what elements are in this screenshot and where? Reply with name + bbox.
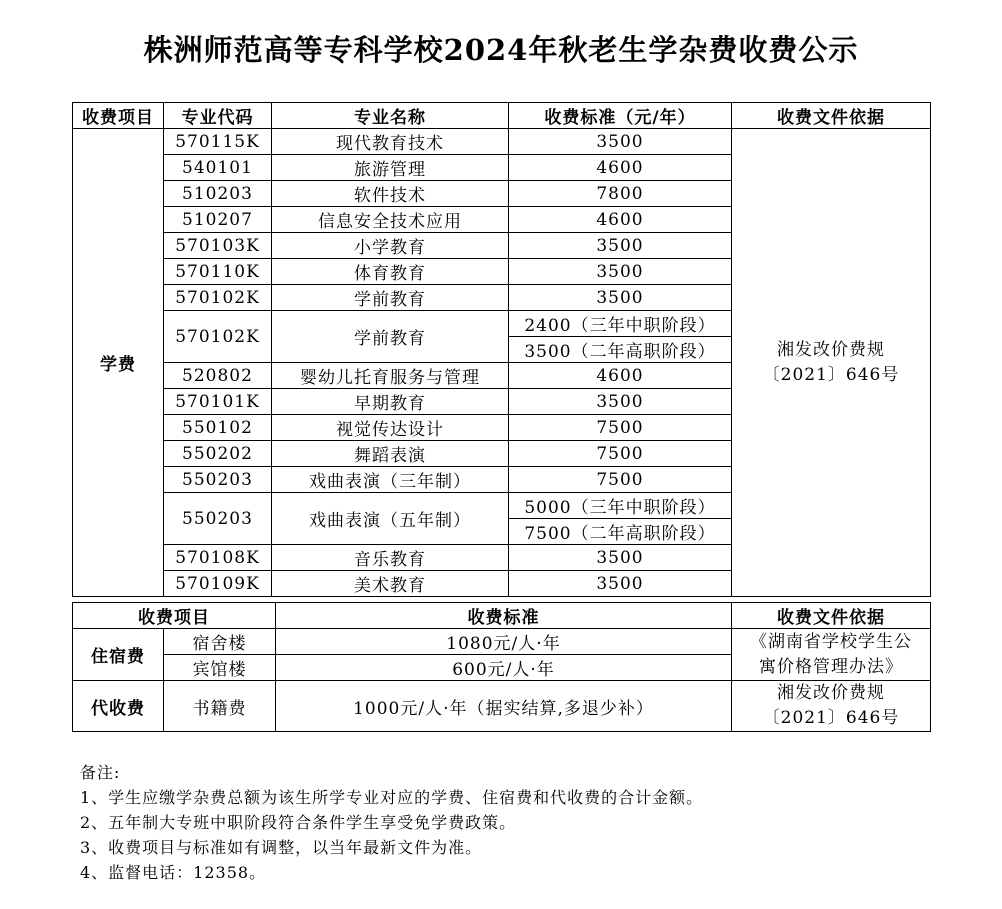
major-name: 旅游管理 <box>272 155 509 181</box>
major-code: 570102K <box>164 311 272 363</box>
header-major-name: 专业名称 <box>272 103 509 129</box>
tuition-header-row <box>73 103 931 129</box>
housing-category: 住宿费 <box>73 629 164 681</box>
major-code: 570101K <box>164 389 272 415</box>
major-name: 美术教育 <box>272 571 509 597</box>
major-code: 510207 <box>164 207 272 233</box>
major-name: 软件技术 <box>272 181 509 207</box>
fee-standard: 3500（二年高职阶段） <box>509 337 732 363</box>
major-code: 510203 <box>164 181 272 207</box>
fee-standard: 7500 <box>509 467 732 493</box>
header-fee-basis: 收费文件依据 <box>732 603 931 629</box>
fee-standard: 3500 <box>509 571 732 597</box>
agency-row <box>73 681 931 732</box>
fee-standard: 5000（三年中职阶段） <box>509 493 732 519</box>
housing-item-fee: 600元/人·年 <box>276 655 732 681</box>
fee-standard: 3500 <box>509 233 732 259</box>
housing-item-name: 宿舍楼 <box>164 629 276 655</box>
major-code: 550202 <box>164 441 272 467</box>
header-fee-standard: 收费标准（元/年） <box>509 103 732 129</box>
header-fee-standard: 收费标准 <box>276 603 732 629</box>
fee-standard: 3500 <box>509 285 732 311</box>
major-code: 520802 <box>164 363 272 389</box>
fee-standard: 4600 <box>509 155 732 181</box>
header-fee-item: 收费项目 <box>73 603 276 629</box>
housing-basis-line2: 寓价格管理办法》 <box>759 656 903 677</box>
header-fee-basis: 收费文件依据 <box>732 103 931 129</box>
major-name: 戏曲表演（五年制） <box>272 493 509 545</box>
agency-item-fee: 1000元/人·年（据实结算,多退少补） <box>276 681 732 732</box>
housing-item-name: 宾馆楼 <box>164 655 276 681</box>
fee-standard: 4600 <box>509 207 732 233</box>
housing-item-fee: 1080元/人·年 <box>276 629 732 655</box>
major-code: 540101 <box>164 155 272 181</box>
major-name: 学前教育 <box>272 311 509 363</box>
major-name: 学前教育 <box>272 285 509 311</box>
fee-standard: 3500 <box>509 259 732 285</box>
fee-standard: 7500（二年高职阶段） <box>509 519 732 545</box>
header-fee-item: 收费项目 <box>73 103 164 129</box>
notes-heading: 备注: <box>80 763 121 782</box>
fee-standard: 7800 <box>509 181 732 207</box>
major-name: 戏曲表演（三年制） <box>272 467 509 493</box>
tuition-basis <box>732 129 931 597</box>
agency-basis-line1: 湘发改价费规 <box>777 683 885 703</box>
major-name: 音乐教育 <box>272 545 509 571</box>
fee-standard: 2400（三年中职阶段） <box>509 311 732 337</box>
housing-basis-line1: 《湖南省学校学生公 <box>750 631 912 652</box>
agency-item-name: 书籍费 <box>164 681 276 732</box>
major-name: 信息安全技术应用 <box>272 207 509 233</box>
note-item: 1、学生应缴学杂费总额为该生所学专业对应的学费、住宿费和代收费的合计金额。 <box>80 788 704 807</box>
agency-category: 代收费 <box>73 681 164 732</box>
housing-row-1 <box>73 629 931 655</box>
fee-standard: 7500 <box>509 441 732 467</box>
tuition-row <box>73 129 931 155</box>
fee-standard: 3500 <box>509 389 732 415</box>
note-item: 4、监督电话：12358。 <box>80 863 267 882</box>
major-code: 570103K <box>164 233 272 259</box>
agency-basis <box>732 681 931 732</box>
major-code: 570109K <box>164 571 272 597</box>
header-major-code: 专业代码 <box>164 103 272 129</box>
note-item: 2、五年制大专班中职阶段符合条件学生享受免学费政策。 <box>80 813 517 832</box>
tuition-table <box>72 102 931 597</box>
fee-standard: 3500 <box>509 545 732 571</box>
tuition-basis-line2: 〔2021〕646号 <box>762 364 900 385</box>
major-name: 体育教育 <box>272 259 509 285</box>
fee-standard: 7500 <box>509 415 732 441</box>
major-code: 550203 <box>164 493 272 545</box>
major-name: 早期教育 <box>272 389 509 415</box>
tuition-basis-line1: 湘发改价费规 <box>777 339 885 360</box>
note-item: 3、收费项目与标准如有调整，以当年最新文件为准。 <box>80 838 483 857</box>
other-header-row <box>73 603 931 629</box>
fee-standard: 4600 <box>509 363 732 389</box>
major-code: 570108K <box>164 545 272 571</box>
notes-section <box>80 760 703 885</box>
major-name: 舞蹈表演 <box>272 441 509 467</box>
fee-standard: 3500 <box>509 129 732 155</box>
agency-basis-line2: 〔2021〕646号 <box>762 708 900 728</box>
major-code: 550102 <box>164 415 272 441</box>
housing-basis <box>732 629 931 681</box>
major-name: 现代教育技术 <box>272 129 509 155</box>
major-name: 视觉传达设计 <box>272 415 509 441</box>
major-code: 570102K <box>164 285 272 311</box>
major-code: 550203 <box>164 467 272 493</box>
major-code: 570115K <box>164 129 272 155</box>
major-name: 小学教育 <box>272 233 509 259</box>
other-fees-table <box>72 602 931 732</box>
major-code: 570110K <box>164 259 272 285</box>
tuition-category: 学费 <box>73 129 164 597</box>
major-name: 婴幼儿托育服务与管理 <box>272 363 509 389</box>
page-title: 株洲师范高等专科学校2024年秋老生学杂费收费公示 <box>143 33 859 67</box>
